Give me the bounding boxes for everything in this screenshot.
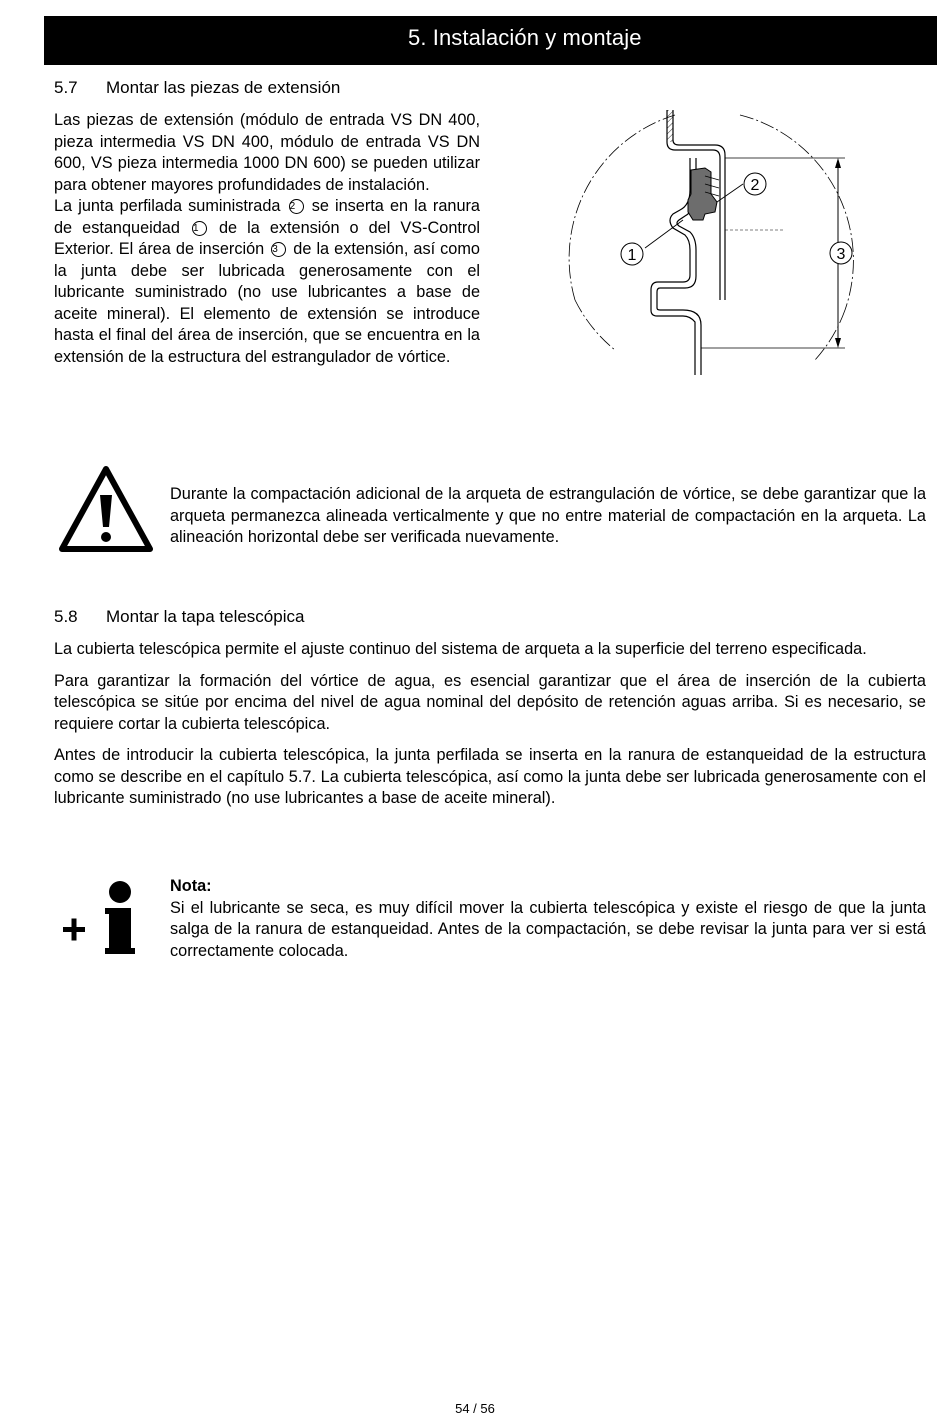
detail-circle-left: [569, 115, 675, 300]
warning-text: Durante la compactación adicional de la arqueta de estrangulación de vórtice, se debe garantizar que la arqueta permanezca alineada verticalmente y que no entre material de compactación en la arqueta. La alineación horizontal debe ser verificada nuevamente.: [170, 485, 926, 546]
section-57-heading: [54, 78, 340, 98]
section-58-number: 5.8: [54, 607, 78, 626]
leader-2: [717, 184, 743, 202]
section-57-para2: La junta perfilada suministrada 2 se inserta en la ranura de estanqueidad 1 de la extensión o del VS-Control Exterior. El área de inserción 3 de la extensión, así como la junta debe ser lubricada generosamente con el lubricante suministrado (no use lubricantes a base de aceite mineral). El elemento de extensión se introduce hasta el final del área de inserción, que se encuentra en la extensión de la estructura del estrangulador de vórtice.: [54, 197, 480, 366]
section-58-para2: Para garantizar la formación del vórtice de agua, es esencial garantizar que el área de inserción de la cubierta telescópica se sitúe por encima del nivel de agua nominal del depósito de retención aguas arriba. Si es necesario, se requiere cortar la cubierta telescópica.: [54, 671, 926, 733]
section-58-text: [54, 639, 926, 810]
detail-circle-right: [740, 115, 853, 310]
chapter-title: 5. Instalación y montaje: [408, 25, 642, 50]
note-text: Si el lubricante se seca, es muy difícil mover la cubierta telescópica y existe el riesgo de que la junta salga de la ranura de estanqueidad. Antes de la compactación, se debe revisar la junta para ver si está correctamente colocada.: [170, 898, 926, 960]
section-57-para1: Las piezas de extensión (módulo de entrada VS DN 400, pieza intermedia VS DN 400, módulo de entrada VS DN 600, VS pieza intermedia 1000 DN 600) se pueden utilizar para obtener mayores profundidades de instalación.: [54, 111, 480, 194]
leader-1: [645, 220, 683, 248]
header-bar: [44, 16, 937, 65]
page-number: 54 / 56: [455, 1401, 495, 1416]
section-58-title: Montar la tapa telescópica: [106, 607, 305, 626]
seal-insertion-figure: [555, 110, 865, 382]
marker-3: 3: [271, 242, 286, 257]
section-57-number: 5.7: [54, 78, 78, 97]
section-58-para1: La cubierta telescópica permite el ajuste continuo del sistema de arqueta a la superficie del terreno especificada.: [54, 640, 867, 658]
label-2: 2: [750, 177, 760, 194]
label-1: 1: [627, 247, 637, 264]
note-title: Nota:: [170, 877, 212, 895]
section-57-text: [54, 110, 480, 368]
section-58-para3: Antes de introducir la cubierta telescópica, la junta perfilada se inserta en la ranura de estanqueidad de la estructura como se describe en el capítulo 5.7. La cubierta telescópica, así como la junta debe ser lubricada generosamente con el lubricante suministrado (no use lubricantes a base de aceite mineral).: [54, 746, 926, 807]
section-57-title: Montar las piezas de extensión: [106, 78, 341, 97]
note-block: [170, 876, 926, 962]
marker-2: 2: [289, 199, 304, 214]
warning-triangle-icon: [58, 465, 154, 553]
marker-1: 1: [192, 221, 207, 236]
plus-info-icon: [60, 880, 140, 956]
label-3: 3: [836, 246, 846, 263]
section-58-heading: [54, 607, 304, 627]
